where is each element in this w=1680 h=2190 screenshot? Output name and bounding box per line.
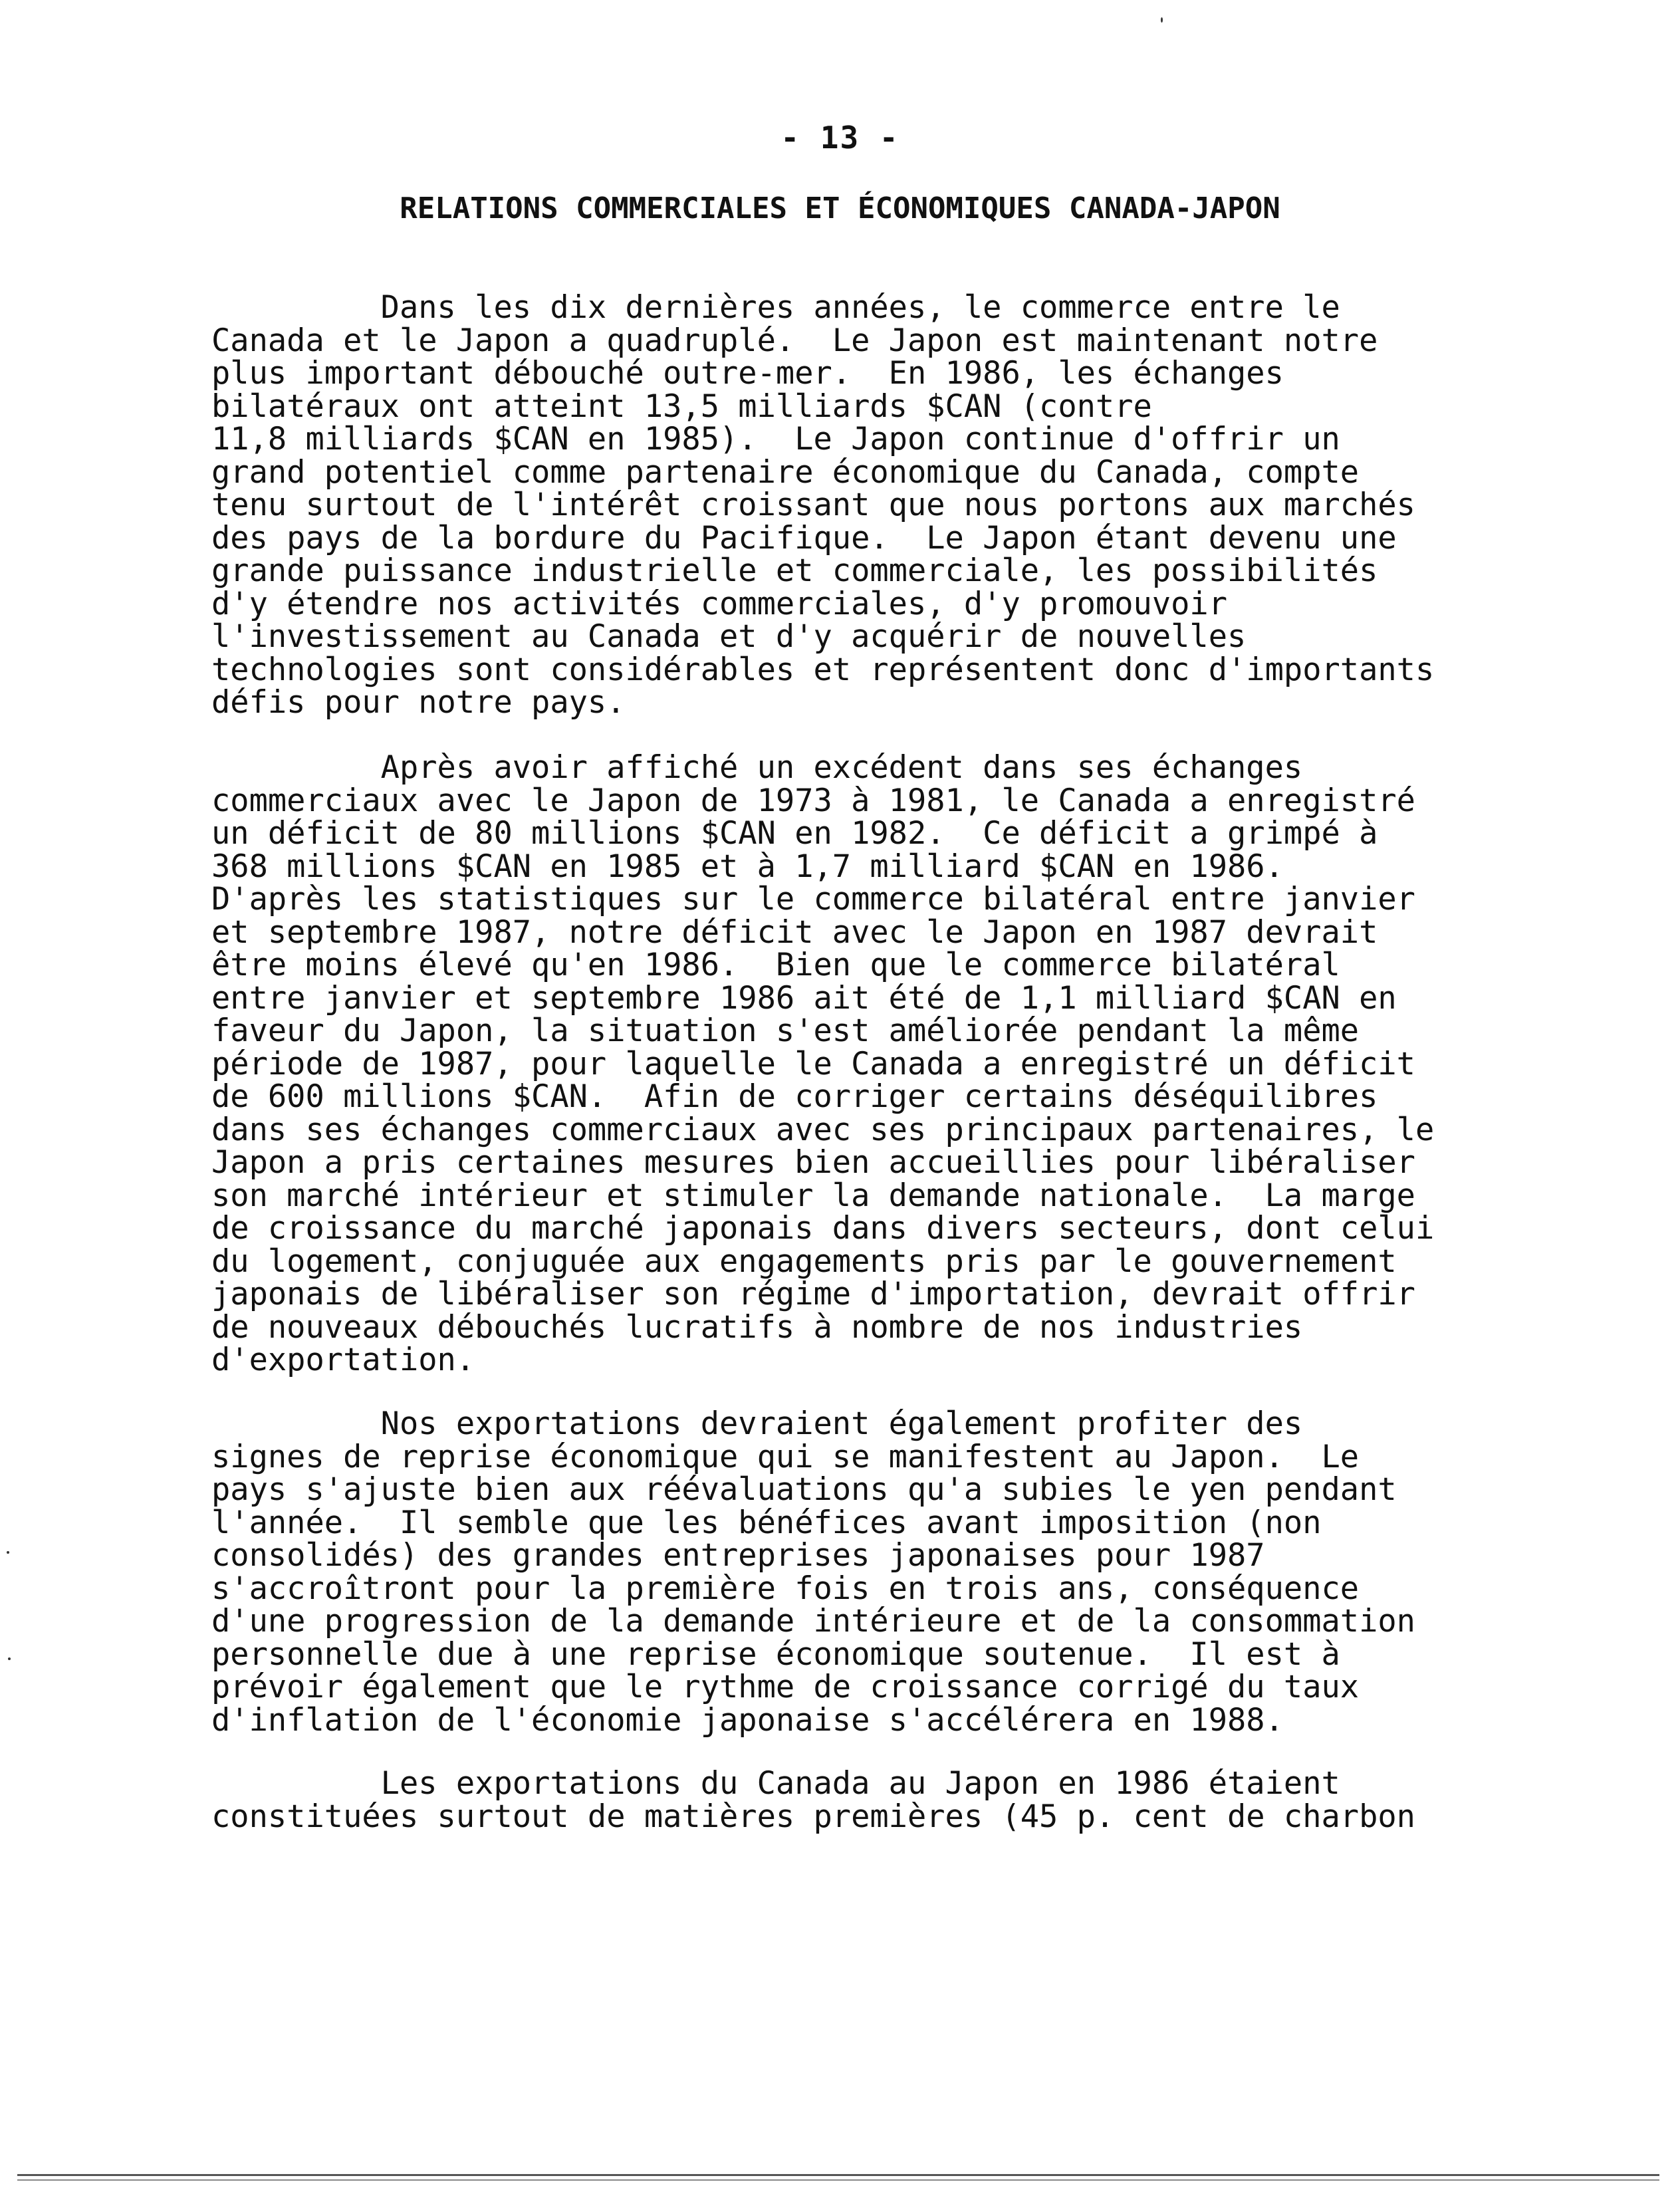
text-line: Dans les dix dernières années, le commerce entre le [211,289,1340,326]
text-line: Après avoir affiché un excédent dans ses échanges [211,749,1303,786]
scan-bottom-rule [17,2174,1659,2176]
text-line: grande puissance industrielle et commerciale, les possibilités [211,552,1378,589]
text-line: et septembre 1987, notre déficit avec le Japon en 1987 devrait [211,913,1378,951]
text-line: défis pour notre pays. [211,684,626,721]
text-line: s'accroîtront pour la première fois en trois ans, conséquence [211,1570,1360,1607]
text-line: de croissance du marché japonais dans divers secteurs, dont celui [211,1210,1435,1247]
paragraph-2 [211,751,1548,1377]
text-line: plus important débouché outre-mer. En 1986, les échanges [211,355,1284,392]
text-line: d'une progression de la demande intérieure et de la consommation [211,1603,1415,1640]
text-line: l'investissement au Canada et d'y acquérir de nouvelles [211,618,1247,655]
paragraph-1 [211,291,1548,719]
text-line: constituées surtout de matières premières (45 p. cent de charbon [211,1798,1415,1835]
scan-speck [7,1551,9,1554]
text-line: 368 millions $CAN en 1985 et à 1,7 milliard $CAN en 1986. [211,848,1284,885]
text-line: d'y étendre nos activités commerciales, d'y promouvoir [211,585,1228,622]
page-number: - 13 - [780,120,900,156]
text-line: signes de reprise économique qui se manifestent au Japon. Le [211,1438,1360,1475]
text-line: personnelle due à une reprise économique soutenue. Il est à [211,1636,1340,1673]
text-line: d'inflation de l'économie japonaise s'accélérera en 1988. [211,1701,1284,1739]
text-line: l'année. Il semble que les bénéfices avant imposition (non [211,1504,1322,1541]
text-line: du logement, conjuguée aux engagements pris par le gouvernement [211,1243,1397,1280]
text-line: entre janvier et septembre 1986 ait été de 1,1 milliard $CAN en [211,979,1397,1017]
text-line: technologies sont considérables et représentent donc d'importants [211,651,1435,688]
text-line: bilatéraux ont atteint 13,5 milliards $CAN (contre [211,388,1152,425]
text-line: Canada et le Japon a quadruplé. Le Japon est maintenant notre [211,322,1378,359]
text-line: dans ses échanges commerciaux avec ses principaux partenaires, le [211,1111,1435,1148]
scan-bottom-rule [17,2179,1659,2181]
text-line: commerciaux avec le Japon de 1973 à 1981, le Canada a enregistré [211,782,1415,819]
scan-speck [8,1657,11,1660]
paragraph-4 [211,1767,1548,1833]
text-line: japonais de libéraliser son régime d'importation, devrait offrir [211,1276,1415,1312]
text-line: Nos exportations devraient également profiter des [211,1405,1303,1442]
text-line: son marché intérieur et stimuler la demande nationale. La marge [211,1177,1415,1214]
paragraph-3 [211,1407,1548,1737]
text-line: pays s'ajuste bien aux réévaluations qu'a subies le yen pendant [211,1471,1397,1508]
text-line: prévoir également que le rythme de croissance corrigé du taux [211,1669,1360,1705]
text-line: de nouveaux débouchés lucratifs à nombre de nos industries [211,1308,1303,1346]
text-line: des pays de la bordure du Pacifique. Le Japon étant devenu une [211,519,1397,556]
text-line: grand potentiel comme partenaire économique du Canada, compte [211,453,1360,491]
text-line: période de 1987, pour laquelle le Canada a enregistré un déficit [211,1045,1415,1082]
text-line: tenu surtout de l'intérêt croissant que nous portons aux marchés [211,487,1415,523]
text-line: 11,8 milliards $CAN en 1985). Le Japon continue d'offrir un [211,421,1340,457]
text-line: Les exportations du Canada au Japon en 1986 étaient [211,1765,1340,1802]
text-line: d'exportation. [211,1342,475,1378]
text-line: D'après les statistiques sur le commerce bilatéral entre janvier [211,881,1415,917]
page-title: RELATIONS COMMERCIALES ET ÉCONOMIQUES CANADA-JAPON [400,191,1280,225]
text-line: Japon a pris certaines mesures bien accueillies pour libéraliser [211,1144,1415,1181]
text-line: consolidés) des grandes entreprises japonaises pour 1987 [211,1537,1265,1574]
text-line: être moins élevé qu'en 1986. Bien que le commerce bilatéral [211,947,1340,983]
text-line: de 600 millions $CAN. Afin de corriger certains déséquilibres [211,1078,1378,1115]
text-line: faveur du Japon, la situation s'est améliorée pendant la même [211,1013,1360,1049]
scan-speck [1161,17,1163,23]
text-line: un déficit de 80 millions $CAN en 1982. Ce déficit a grimpé à [211,815,1378,852]
